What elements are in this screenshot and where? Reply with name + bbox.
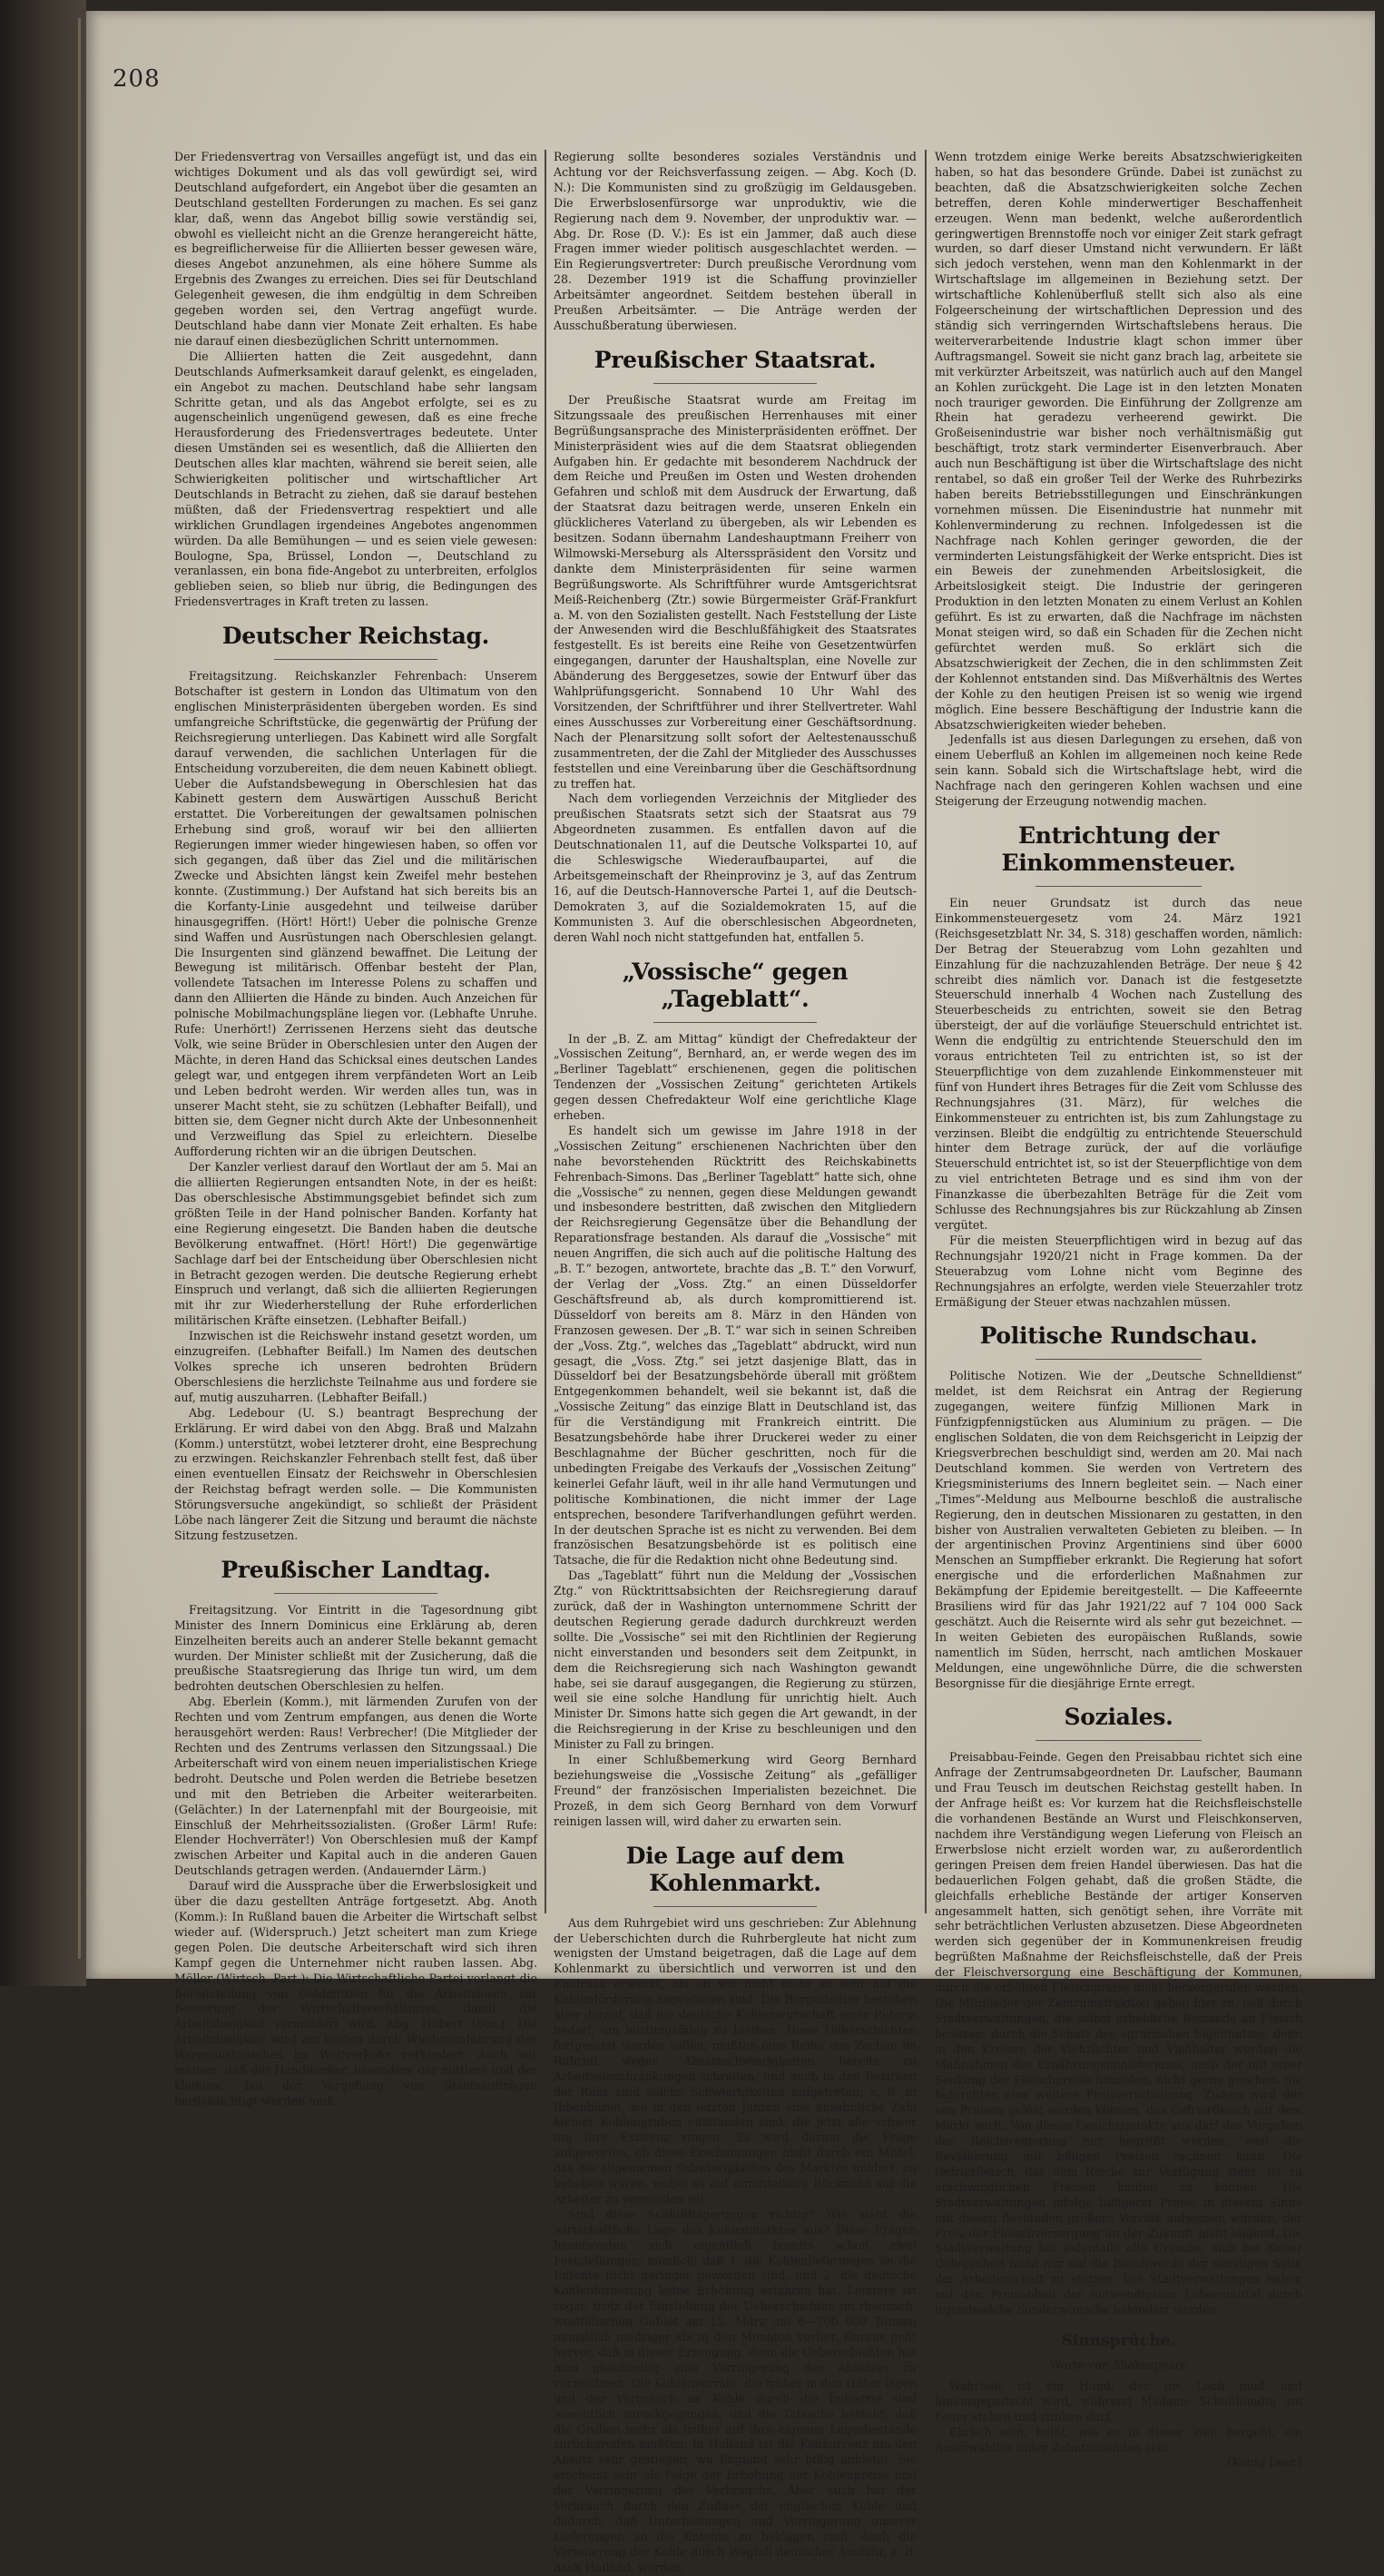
paragraph: Darauf wird die Aussprache über die Erwerbslosigkeit und über die dazu gestellten Anträge fortgesetzt. Abg. Anoth (Komm.): In Rußland bauen die Arbeiter die Wirtschaft selbst wieder auf. (Widerspruch.) Jetzt scheitert man zum Kriege gegen Polen. Die deutsche Arbeiterschaft wird sich ihren Kampf gegen die Unternehmer nicht rauben lassen. Abg. Möller (Wirtsch. Part.): Die Wirtschaftliche Partei verlangt die Bereitstellung von Geldmitteln für die Arbeitslosen zur Besserung der Wirtschaftsverhältnisse, damit die Arbeitslosigkeit vermindert wird. Abg. Hubert (Soz.): Die Arbeitslosigkeit wird am besten durch Wiedereinführung des Warenaustausches im Weltverkehr verhindert. Auch wir meinen, daß der Handwerker, besonders der mittlere und der kleinere, bei der Vergebung von Staatsaufträgen berücksichtigt werden muß. (174, 1879, 537, 2108)
section-heading-rundschau: Politische Rundschau. (979, 1322, 1258, 1350)
paragraph: Aus dem Ruhrgebiet wird uns geschrieben: Zur Ablehnung der Ueberschichten durch die Ruhrbergleute hat nicht zum wenigsten der Umstand beigetragen, daß die Lage auf dem Kohlenmarkt zu übersichtlich und verworren ist und den Eindruck erweckt, als ob wir nicht mehr so sehr auf die Kohlenförderung angewiesen sind. Die Bergarbeiter bestehen aber darauf, daß die deutsche Kohlenwirtschaft einer Reform bedarf, um leistungsfähig zu bleiben. Diese Ueberschichten fortgesetzt werden sollen, mußten eine Reihe von Zechen im Ruhrtal wegen Absatzschwierigkeiten bereits zu Arbeitseinschränkungen schreiten, und auch in den Bezirken der Ruhr sind solche Schwierigkeiten aufgetreten, z. B. in Ibbenbüren, wo in den letzten Jahren eine ansehnliche Zahl kleiner Kohlengruben entstanden sind, die jetzt alle schwer um ihre Existenz ringen. Es wird darum die Frage aufgeworfen, ob diese Erscheinungen nicht durch ein Mittel, das die allgemeinen Schwierigkeiten des Marktes mildert, zu beheben wären, wobei es auf unmittelbare Rücksicht auf die Arbeiter zu vermeiden sei. (554, 1915, 917, 2206)
section-heading-reichstag: Deutscher Reichstag. (221, 623, 490, 650)
paragraph: Es handelt sich um gewisse im Jahre 1918 in der „Vossischen Zeitung“ erschienenen Nachrichten über den nahe bevorstehenden Rücktritt des Reichskabinetts Fehrenbach-Simons. Das „Berliner Tageblatt“ hatte sich, ohne die „Vossische“ zu nennen, gegen diese Meldungen gewandt und insbesondere bestritten, daß zwischen den Mitgliedern der Reichsregierung Gegensätze über die Behandlung der Reparationsfrage bestanden. Als darauf die „Vossische“ mit neuen Angriffen, die sich auch auf die politische Haltung des „B. T.“ bezogen, antwortete, brachte das „B. T.“ den Vorwurf, der Verlag der „Voss. Ztg.“ an einen Düsseldorfer Geschäftsfreund ab, als durch kompromittierend ist. Düsseldorf von bereits am 8. März in den Händen von Franzosen gewesen. Der „B. T.“ war sich in seinen Schreiben der „Voss. Ztg.“, welches das „Tageblatt“ abdruckt, wird nun gesagt, die „Voss. Ztg.“ sei jetzt dasjenige Blatt, das in Düsseldorf bei der Besatzungsbehörde überall mit größtem Entgegenkommen behandelt, weil sie bekannt ist, daß die „Vossische Zeitung“ das einzige Blatt in Deutschland ist, das für die Verständigung mit Frankreich eintritt. Die Besatzungsbehörde habe ihrer Druckerei weder zu einer Beschlagnahme der Bücher geschritten, noch für die unbedingten Freigabe des Verkaufs der „Vossischen Zeitung“ keinerlei Gefahr läuft, weil in ihr alle hand Vermutungen und politische Kombinationen, die nicht immer der Lage entsprechen, besondere Tarifverhandlungen geführt werden. In der deutschen Sprache ist es nicht zu verwenden. Bei dem französischen Besatzungsbehörde ist es politisch eine Tatsache, die für die Redaktion nicht ohne Bedeutung sind. (554, 1123, 917, 1568)
section-heading-staatsrat: Preußischer Staatsrat. (594, 346, 877, 373)
heading-rule (653, 383, 817, 384)
paragraph: Der Preußische Staatsrat wurde am Freitag im Sitzungssaale des preußischen Herrenhauses mit einer Begrüßungsansprache des Ministerpräsidenten eröffnet. Der Ministerpräsident wies auf die dem Staatsrat obliegenden Aufgaben hin. Er gedachte mit besonderem Nachdruck der dem Reiche und Preußen im Osten und Westen drohenden Gefahren und schloß mit dem Ausdruck der Erwartung, daß der Staatsrat dazu beitragen werde, unseren Enkeln ein glücklicheres Vaterland zu übergeben, als wir Lebenden es besitzen. Sodann übernahm Landeshauptmann Freiherr von Wilmowski-Merseburg als Altersspräsident den Vorsitz und dankte dem Ministerpräsidenten für seine warmen Begrüßungsworte. Als Schriftführer wurde Amtsgerichtsrat Meiß-Reichenberg (Ztr.) sowie Bürgermeister Gräf-Frankfurt a. M. von den Sozialisten gestellt. Nach Feststellung der Liste der Anwesenden wird die Beschlußfähigkeit des Staatsrates festgestellt. Es ist bereits eine Reihe von Gesetzentwürfen eingegangen, darunter der Haushaltsplan, eine Novelle zur Abänderung des Berggesetzes, sowie der Entwurf über das Wahlprüfungsgericht. Sonnabend 10 Uhr Wahl des Vorsitzenden, der Schriftführer und ihrer Stellvertreter. Wahl eines Ausschusses zur Vorbereitung einer Geschäftsordnung. Nach der Plenarsitzung sollt sofort der Aeltestenausschuß zusammentreten, der die Zahl der Mitglieder des Ausschusses feststellen und eine Vereinbarung über die Geschäftsordnung zu treffen hat. (554, 392, 917, 791)
paragraph: Sind diese Schlußfolgerungen richtig? Wie sieht die wirtschaftliche Lage des Kohlenmarktes aus? Diese Fragen beantworten sich eigentlich bereits schon zwei Feststellungen; nämlich: daß 1. die Kohlenlieferungen an die Entente nicht geringer geworden sind, und 2. die deutsche Kohlenförderung keine Erhöhung erfahren hat. Letztere ist sogar, trotz der Einstellung der Ueberschichten im rheinisch-westfälischen Gebiet am 15. März um 6—700 000 Tonnen monatlich niedriger als in den Monaten vorher. Daraus geht hervor, daß in dieser Erzeugung, denn die Ueberschichten hat man gleichzeitig eine Verringerung des Absatzes zu verzeichnen. Die Kohlenvorräte, die früher in den Häfen lagen und der Verbrauch an Kohle durch die Industrie sind wesentlich zurückgegangen, und die Tatsache besteht, daß die Gruben mehr als früher auf ihre eigenen Lagerbestände zurückgreifen mußten. In Holland ist die Konkurrenz um den Absatz sehr gestiegen, wo England sehr billig anbietet. Sie erscheint sehr als Folge der Erhöhung der Kohlenpreise und der Verringerung des Verbrauchs. Aber auch hat der Verbrauch durch den Zufluss der englischen Kohle und dadurch, daß Unterbietungen und Verringerung unserer Lieferungen an die Entente zu beklagen sind. Auch die Verteuerung der Kohle durch Wegfall deutscher Ausfuhr, z. B. nach Holland, werden. (554, 2207, 917, 2574)
paragraph: Die Alliierten hatten die Zeit ausgedehnt, dann Deutschlands Aufmerksamkeit darauf gelenkt, es eingeladen, ein Angebot zu machen. Deutschland habe sehr langsam Schritte getan, und als das Angebot erfolgte, sei es zu augenscheinlich ungenügend gewesen, daß es eine freche Herausforderung des Friedensvertrages bedeutete. Unter diesen Umständen sei es wesentlich, daß die Alliierten den Deutschen alles klar machten, während sie bereit seien, alle Schwierigkeiten politischer und wirtschaftlicher Art Deutschlands in Betracht zu ziehen, daß sie darauf bestehen müßten, daß der Friedensvertrag respektiert und alle wirklichen Grundlagen irgendeines Angebotes angenommen würden. Da alle Bemühungen — und es seien viele gewesen: Boulogne, Spa, Brüssel, London —, Deutschland zu veranlassen, ein bona fide-Angebot zu unterbreiten, erfolglos geblieben seien, so blieb nur übrig, die Bedingungen des Friedensvertrages in Kraft treten zu lassen. (174, 349, 537, 609)
heading-rule (1036, 1359, 1201, 1360)
section-heading-sinnsprueche: Sinnsprüche. (1061, 2332, 1176, 2350)
page-number: 208 (113, 65, 161, 93)
section-heading-einkommensteuer: Entrichtung der Einkommensteuer. (1001, 821, 1236, 876)
heading-rule (653, 1906, 817, 1907)
paragraph: Freitagsitzung. Reichskanzler Fehrenbach: Unserem Botschafter ist gestern in London das Ultimatum von den englischen Ministerpräsidenten übergeben worden. Es sind umfangreiche Schriftstücke, die gegenwärtig der Prüfung der Reichsregierung unterliegen. Das Kabinett wird alle Sorgfalt darauf verwenden, die sachlichen Unterlagen für die Entscheidung vorzubereiten, die dem neuen Kabinett obliegt. Ueber die Aufstandsbewegung in Oberschlesien hat das Kabinett gestern dem Auswärtigen Ausschuß Bericht erstattet. Die Vorbereitungen der gewaltsamen polnischen Erhebung sind groß, worauf wir bei den alliierten Regierungen immer wieder hingewiesen haben, so offen vor sich gegangen, daß über das Ziel und die militärischen Zwecke und Absichten längst kein Zweifel mehr bestehen konnte. (Zustimmung.) Der Aufstand hat sich bereits bis an die Korfanty-Linie ausgedehnt und teilweise darüber hinausgegriffen. (Hört! Hört!) Ueber die polnische Grenze sind Waffen und Ausrüstungen nach Oberschlesien gelangt. Die Insurgenten sind glänzend bewaffnet. Die Leitung der Bewegung ist militärisch. Offenbar besteht der Plan, vollendete Tatsachen im Interesse Polens zu schaffen und dann den Alliierten die Hände zu binden. Auch Anzeichen für polnische Mobilmachungspläne liegen vor. (Lebhafte Unruhe. Rufe: Unerhört!) Zerrissenen Herzens sieht das deutsche Volk, wie seine Brüder in Oberschlesien unter den Augen der Mächte, in deren Hand das Schicksal eines deutschen Landes gelegt war, und entgegen ihrem verpfändeten Wort an Leib und Leben bedroht werden. Wir werden alles tun, was in unserer Macht steht, sie zu schützen (Lebhafter Beifall), und bitten sie, dem Gegner nicht durch Akte der Unbesonnenheit und Verzweiflung das Spiel zu erleichtern. Dieselbe Aufforderung richten wir an die übrigen Deutschen. (174, 669, 537, 1159)
paragraph: Freitagsitzung. Vor Eintritt in die Tagesordnung gibt Minister des Innern Dominicus eine Erklärung ab, deren Einzelheiten bereits auch an anderer Stelle bekannt gemacht wurden. Der Minister schließt mit der Zusicherung, daß die preußische Staatsregierung das Ihrige tun wird, um dem bedrohten deutschen Oberschlesien zu helfen. (174, 1602, 537, 1694)
heading-rule (274, 659, 437, 660)
column-rule-2 (925, 150, 927, 1913)
heading-rule (1036, 1740, 1201, 1741)
paragraph: Der Kanzler verliest darauf den Wortlaut der am 5. Mai an die alliierten Regierungen entsandten Note, in der es heißt: Das oberschlesische Abstimmungsgebiet befindet sich zum größten Teile in der Hand polnischer Banden. Korfanty hat eine Regierung eingesetzt. Die Banden haben die deutsche Bevölkerung entwaffnet. (Hört! Hört!) Die gegenwärtige Sachlage darf bei der Entscheidung über Oberschlesien nicht in Betracht gezogen werden. Die deutsche Regierung erhebt Einspruch und verlangt, daß sich die alliierten Regierungen mit ihr zur Wiederherstellung der Ruhe erforderlichen militärischen Kräfte einsetzen. (Lebhafter Beifall.) (174, 1160, 537, 1328)
paragraph: Nach dem vorliegenden Verzeichnis der Mitglieder des preußischen Staatsrats setzt sich der Staatsrat aus 79 Abgeordneten zusammen. Es entfallen davon auf die Deutschnationalen 11, auf die Deutsche Volkspartei 10, auf die Schleswigsche Wiederaufbaupartei, auf die Arbeitsgemeinschaft der Rheinprovinz je 3, auf das Zentrum 16, auf die Deutsch-Hannoversche Partei 1, auf die Deutsch-Demokraten 3, auf die Sozialdemokraten 15, auf die Kommunisten 3. Auf die oberschlesischen Abgeordneten, deren Wahl noch nicht stattgefunden hat, entfallen 5. (554, 791, 917, 944)
quote: Ehrlich sein, heißt, wie es in dieser Welt hergeht, ein Auserwählter unter Zehntausenden sein. (935, 2424, 1302, 2454)
quote: Wahrheit ist ein Hund, der ins Loch muß und hinausgepeitscht wird, während Madame Schoßhündin am Feuer stehen und stinken darf. (935, 2378, 1302, 2424)
quote-subtitle: Worte von Shakespeare (1049, 2358, 1188, 2372)
paragraph: In der „B. Z. am Mittag“ kündigt der Chefredakteur der „Vossischen Zeitung“, Bernhard, an, er werde wegen des im „Berliner Tageblatt“ erschienenen, gegen die politischen Tendenzen der „Vossischen Zeitung“ gerichteten Artikels gegen dessen Chefredakteur Wolf eine gerichtliche Klage erheben. (554, 1031, 917, 1123)
section-heading-landtag: Preußischer Landtag. (221, 1556, 491, 1583)
quote-source: (König Lear.) (1227, 2455, 1302, 2470)
paragraph: Für die meisten Steuerpflichtigen wird in bezug auf das Rechnungsjahr 1920/21 nicht in Frage kommen. Da der Steuerabzug vom Lohne nicht vom Beginne des Rechnungsjahres an erfolgte, werden viele Steuerzahler trotz Ermäßigung der Steuer etwas nachzahlen müssen. (935, 1233, 1302, 1309)
paragraph: Politische Notizen. Wie der „Deutsche Schnelldienst“ meldet, ist dem Reichsrat ein Antrag der Regierung zugegangen, weitere fünfzig Millionen Mark in Fünfzigpfennigstücken aus Aluminium zu prägen. — Die englischen Soldaten, die von dem Reichsgericht in Leipzig der Kriegsverbrechen beschuldigt sind, werden am 20. Mai nach Deutschland kommen. Sie werden von Vertretern des Kriegsministeriums des Innern begleitet sein. — Nach einer „Times“-Meldung aus Melbourne beschloß die australische Regierung, den in deutschen Missionaren zu gestatten, in den bisher von Australien verwalteten Gebieten zu bleiben. — In der argentinischen Provinz Argentiniens sind über 6000 Menschen an Sumpffieber erkrankt. Die Regierung hat sofort energische und die erforderlichen Maßnahmen zur Bekämpfung der Epidemie bereitgestellt. — Die Kaffeeernte Brasiliens wird für das Jahr 1921/22 auf 7 104 000 Sack geschätzt. Auch die Reisernte wird als sehr gut bezeichnet. — In weiten Gebieten des europäischen Rußlands, sowie namentlich im Süden, herrscht, nach amtlichen Moskauer Meldungen, eine ungewöhnliche Dürre, die die schwersten Besorgnisse für die diesjährige Ernte erregt. (935, 1369, 1302, 1690)
paragraph: Regierung sollte besonderes soziales Verständnis und Achtung vor der Reichsverfassung zeigen. — Abg. Koch (D. N.): Die Kommunisten sind zu großzügig im Geldausgeben. Die Erwerbslosenfürsorge war unproduktiv, wie die Regierung nach dem 9. November, der unproduktiv war. — Abg. Dr. Rose (D. V.): Es ist ein Jammer, daß auch diese Fragen immer wieder politisch ausgeschlachtet werden. — Ein Regierungsvertreter: Durch preußische Verordnung vom 28. Dezember 1919 ist die Schaffung provinzieller Arbeitsämter angeordnet. Seitdem bestehen überall in Preußen Arbeitsämter. — Die Anträge werden der Ausschußberatung überwiesen. (554, 150, 917, 332)
paragraph: Preisabbau-Feinde. Gegen den Preisabbau richtet sich eine Anfrage der Zentrumsabgeordneten Dr. Laufscher, Baumann und Frau Teusch im deutschen Reichstag gestellt haben. In der Anfrage heißt es: Vor kurzem hat die Reichsfleischstelle die vorhandenen Bestände an Wurst und Fleischkonserven, nachdem ihre Verständigung wegen Lieferung von Fleisch an Erwerbslose nicht erzielt worden war, zu außerordentlich geringen Preisen dem freien Handel überwiesen. Das hat die bedauerlichen Folgen gehabt, daß die großen Städte, die gleichfalls erhebliche Bestände der artiger Konserven angesammelt hatten, sich genötigt sehen, ihre Vorräte mit sehr beträchtlichen Verlusten abzusetzen. Diese Abgeordneten werden sich gegenüber der in Kommunenkreisen freudig begrüßten Maßnahme der Reichsfleischstelle, daß der Preis der Fleischversorgung eine Beschäftigung der Kommunen, durch die erhöhten Fleischpreise nicht hervorgerufen werden. Die Mitglieder der Zentrumsfraktion geben hier zu, daß durch Stadtverwaltungen, die selbst erhebliche Bestände an Fleisch besitzen, durch die Schutz des agrarischen Eigennutzes, denn in den Kreisen der Viehzüchter und Viehhalter werden die Maßnahmen des Ernährungsministeriums, nach der mit einer Senkung der Fleischpreise hinzielen, nicht gerne gesehen. Sie befürchten eine weitere Preisverschiebung. Zudem wird der von Preisen gelöst werden können, das Gefrierfleisch auf dem Markt wirft. Von dieser Gesichtspunkte aus darf das Vorgehen der Reichsregierung nur begrüßt werden, weil die Bevölkerung mit billigen Preisen rechnen kann. Die Gefrierfleisch, das dem Reiche zur Verfügung steht, ist zu erschwinglichen Preisen kaufen zu können. Die Stadtverwaltungen infolge billigerer Preise in diesem Sinne mit diesen Beständen größere Vorräte aufweisen würden, der Preis der Fleischversorgung an der Zukunft nicht leidend. Die Stadtverwaltung hat jedenfalls alle Ursache, sich bei dieser Gelegenheit nicht nur auf die Beschwerde der sonstigen Seite der Arbeiterschaft zu stützen. Die Stadtverwaltungen haben auf den Preisabbau der notwendigsten Lebensmittel durch irgendwelche Sonderwünsche behindert werden. (935, 1750, 1302, 2317)
paragraph: Das „Tageblatt“ führt nun die Meldung der „Vossischen Ztg.“ von Rücktrittsabsichten der Reichsregierung darauf zurück, daß der in Washington unternommene Schritt der deutschen Regierung gerade dadurch durchkreuzt werden sollte. Die „Vossische“ sei mit den Richtlinien der Regierung nicht einverstanden und besonders seit dem Zeitpunkt, in dem die Reichsregierung sich nach Washington gewandt habe, sei sie darauf ausgegangen, die Regierung zu stürzen, weil sie eine solche Handlung für unrichtig hielt. Auch Minister Dr. Simons hatte sich gegen die Art gewandt, in der die Reichsregierung in der Krise zu beschleunigen und den Minister zu Fall zu bringen. (554, 1568, 917, 1752)
heading-rule (274, 1593, 437, 1594)
section-heading-kohlenmarkt: Die Lage auf dem Kohlenmarkt. (625, 1842, 845, 1896)
paragraph: Jedenfalls ist aus diesen Darlegungen zu ersehen, daß von einem Ueberfluß an Kohlen im allgemeinen noch keine Rede sein kann. Sobald sich die Wirtschaftslage hebt, wird die Nachfrage nach den geringeren Kohlen wachsen und eine Steigerung der Erzeugung notwendig machen. (935, 732, 1302, 809)
paragraph: Wenn trotzdem einige Werke bereits Absatzschwierigkeiten haben, so hat das besondere Gründe. Dabei ist zunächst zu beachten, daß die Absatzschwierigkeiten solche Zechen betreffen, deren Kohle minderwertiger Beschaffenheit erzeugen. Wenn man bedenkt, welche außerordentlich geringwertigen Brennstoffe noch vor einiger Zeit stark gefragt wurden, so darf dieser Umstand nicht verwundern. Er läßt sich jedoch verstehen, wenn man den Kohlenmarkt in der Wirtschaftslage im allgemeinen in Beziehung setzt. Der wirtschaftliche Kohlenüberfluß stellt sich also als eine Folgeerscheinung der wirtschaftlichen Depression und des ständig sich verringernden Wirtschaftslebens heraus. Die weiterverarbeitende Industrie klagt schon immer über Auftragsmangel. Soweit sie nicht ganz brach lag, arbeitete sie mit verkürzter Arbeitszeit, was natürlich auch auf den Mangel an Kohlen zurückgeht. Die Lage ist in den letzten Monaten noch trauriger geworden. Die Einführung der Zollgrenze am Rhein hat geradezu verheerend gewirkt. Die Großeisenindustrie war bisher noch verhältnismäßig gut beschäftigt, trotz stark verminderter Eisenverbrauch. Aber auch nun Beschäftigung ist über die Wirtschaftslage des nicht rentabel, so daß ein großer Teil der Werke des Ruhrbezirks haben bereits Betriebsstillegungen und Einschränkungen vornehmen müssen. Die Eisenindustrie hat nunmehr mit Kohlenverminderung zu rechnen. Infolgedessen ist die Nachfrage nach Kohlen geringer geworden, die der verminderten Leistungsfähigkeit der Werke entspricht. Dies ist ein Beweis der zunehmenden Arbeitslosigkeit, die Arbeitslosigkeit steigt. Die Industrie der geringeren Produktion in den letzten Monaten zu einem Verlust an Kohlen geführt. Es ist zu erwarten, daß die Nachfrage im nächsten Monat steigen wird, so daß ein Schaden für die Zechen nicht gefürchtet werden muß. So erklärt sich die Absatzschwierigkeit der Zechen, die in den schlimmsten Zeit der Kohlennot entstanden sind. Das Mißverhältnis des Wertes der Kohle zu den heutigen Preisen ist so wenig wie irgend möglich. Eine bessere Beschäftigung der Industrie kann die Absatzschwierigkeiten wieder beheben. (935, 150, 1302, 732)
paragraph: Der Friedensvertrag von Versailles angefügt ist, und das ein wichtiges Dokument und als das voll gewürdigt sei, wird Deutschland aufgefordert, ein Angebot über die gesamten an Deutschland gestellten Forderungen zu machen. Es sei ganz klar, daß, wenn das Angebot billig sowie verständig sei, obwohl es vielleicht nicht an die Grenze herangereicht hätte, es begreiflicherweise für die Alliierten besser gewesen wäre, dieses Angebot anzunehmen, als eine höhere Summe als Ergebnis des Zwanges zu erreichen. Dies sei für Deutschland Gelegenheit gewesen, die ihm endgültig in dem Schreiben gegeben worden sei, den Vertrag angefügt wurde. Deutschland habe dann vier Monate Zeit erhalten. Es habe nie darauf einen diesbezüglichen Schritt unternommen. (174, 150, 537, 348)
paragraph: Abg. Ledebour (U. S.) beantragt Besprechung der Erklärung. Er wird dabei von den Abgg. Braß und Malzahn (Komm.) unterstützt, wobei letzterer droht, eine Besprechung zu erzwingen. Reichskanzler Fehrenbach stellt fest, daß über einen eventuellen Einsatz der Reichswehr in Oberschlesien der Reichstag befragt werden solle. — Die Kommunisten Störungsversuche angekündigt, so schließt der Präsident Löbe nach längerer Zeit die Sitzung und beraumt die nächste Sitzung festzusetzen. (174, 1405, 537, 1542)
paragraph: Abg. Eberlein (Komm.), mit lärmenden Zurufen von der Rechten und vom Zentrum empfangen, aus denen die Worte herausgehört werden: Raus! Verbrecher! (Die Mitglieder der Rechten und des Zentrums verlassen den Sitzungssaal.) Die Arbeiterschaft wird von einem neuen imperialistischen Kriege bedroht. Deutsche und Polen werden die Betriebe besetzen und mit den Betrieben die Arbeiter weiterarbeiten. (Gelächter.) In der Laternenpfahl mit der Bourgeoisie, mit Einschluß der Mehrheitssozialisten. (Großer Lärm! Rufe: Elender Hochverräter!) Von Oberschlesien muß der Kampf zwischen Arbeiter und Kapital auch in die anderen Gauen Deutschlands getragen werden. (Andauernder Lärm.) (174, 1695, 537, 1878)
section-heading-vossische: „Vossische“ gegen „Tageblatt“. (622, 958, 849, 1012)
book-spine (0, 0, 86, 1986)
column-3 (935, 150, 1302, 2470)
heading-rule (1036, 886, 1201, 887)
section-heading-soziales: Soziales. (1064, 1704, 1173, 1731)
paragraph: In einer Schlußbemerkung wird Georg Bernhard beziehungsweise die „Vossische Zeitung“ als „gefälliger Freund“ der französischen Imperialisten bezeichnet. Die Prozeß, in dem sich Georg Bernhard von dem Vorwurf reinigen lassen will, wird daher zu erwarten sein. (554, 1753, 917, 1828)
heading-rule (653, 1022, 817, 1023)
column-rule-1 (545, 150, 546, 1913)
column-1 (174, 150, 537, 2108)
paragraph: Inzwischen ist die Reichswehr instand gesetzt worden, um einzugreifen. (Lebhafter Beifall.) Im Namen des deutschen Volkes spreche ich unseren bedrohten Brüdern Oberschlesiens die herzlichste Teilnahme aus und fordere sie auf, mutig auszuharren. (Lebhafter Beifall.) (174, 1329, 537, 1404)
paragraph: Ein neuer Grundsatz ist durch das neue Einkommensteuergesetz vom 24. März 1921 (Reichsgesetzblatt Nr. 34, S. 318) geschaffen worden, nämlich: Der Betrag der Steuerabzug vom Lohn gezahlten und Einzahlung für die nachzuzahlenden Beträge. Der neue § 42 schreibt dies nämlich vor. Danach ist die festgesetzte Steuerschuld innerhalb 4 Wochen nach Zustellung des Steuerbescheids zu entrichten, soweit sie den Betrag übersteigt, der auf die vorläufige Steuerschuld entrichtet ist. Wenn die endgültig zu entrichtende Steuerschuld den im voraus entrichteten Teil zu entrichten ist, so ist der Steuerpflichtige von dem zuzahlende Einkommensteuer mit fünf von Hundert ihres Betrages für die Zeit vom Schlusse des Rechnungsjahres (31. März), für welches die Einkommensteuer zu entrichten ist, bis zum Zahlungstage zu verzinsen. Bleibt die endgültig zu entrichtende Steuerschuld hinter dem Betrage zurück, der auf die vorläufige Steuerschuld entrichtet ist, so ist der Steuerpflichtige von dem zu viel entrichteten Betrage und es sind ihm von der Finanzkasse die überbezahlten Beträge für die Zeit vom Schlusse des Rechnungsjahres bis zur Rückzahlung ab Zinsen vergütet. (935, 895, 1302, 1232)
column-2 (554, 150, 917, 2574)
